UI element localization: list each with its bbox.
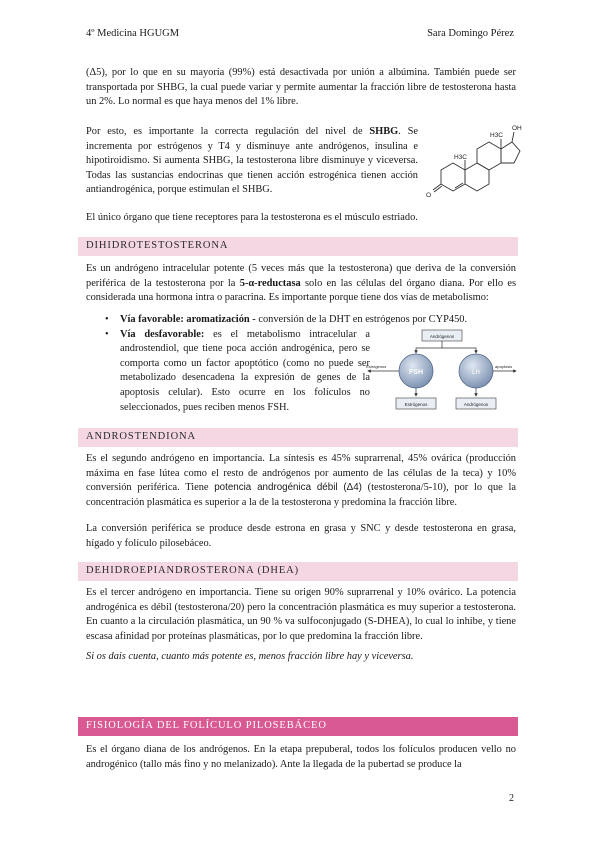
list-item-unfavorable: • Vía desfavorable: es el metabolismo intracelular a androstendiol, que tiene poca acción androgénica, pero se comporta como un factor apoptótico (como no puede ser metabolizado desencadena la expresión de genes de la apoptosis celular). Esto ocurre en los folículos no seleccionados, pues reciben menos FSH.	[105, 328, 370, 413]
paragraph-dht: Es un andrógeno intracelular potente (5 veces más que la testosterona) que deriva de la conversión periférica de la testosterona por la 5-α-reductasa solo en las células del órgano diana. Por ello es considerada una hormona intra o paracrina. Es importante porque tiene dos vías de metabolismo:	[86, 263, 517, 304]
diagram-bottom-left-box: Estrógenos	[404, 402, 428, 407]
section-header-fisiologia	[78, 717, 518, 736]
header-course: 4º Medicina HGUGM	[86, 28, 180, 39]
diagram-right-label: apoptosis	[495, 364, 513, 369]
section-header-androstendiona	[78, 428, 518, 447]
section-header-dht	[78, 237, 518, 256]
hydroxyl-label: OH	[512, 125, 522, 132]
section-title-dhea: DEHIDROEPIANDROSTERONA (DHEA)	[86, 565, 300, 576]
paragraph-androstendiona-conversion: La conversión periférica se produce desde estrona en grasa y SNC y desde testosterona en grasa, hígado y folículo pilosebáceo.	[86, 523, 516, 549]
methyl-label-left: H3C	[454, 154, 468, 161]
paragraph-shbg: Por esto, es importante la correcta regulación del nivel de SHBG. Se incrementa por estrógenos y T4 y disminuye ante andrógenos, insulina e hipotiroidismo. Si aumenta SHBG, la testosterona libre disminuye y viceversa. Todas las sustancias endocrinas que tienen acción estrogénica tienen acción antiandrogénica, porque estimulan el SHBG.	[86, 126, 418, 196]
header-author: Sara Domingo Pérez	[427, 28, 514, 39]
paragraph-albumin: (Δ5), por lo que en su mayoría (99%) está desactivada por unión a albúmina. También puede ser transportada por SHBG, la cual puede variar y permite aumentar la fracción libre de testosterona hasta un 2%. Lo normal es que haya menos del 1% libre.	[86, 67, 516, 108]
section-title-fisiologia: FISIOLOGÍA DEL FOLÍCULO PILOSEBÁCEO	[86, 720, 327, 731]
paragraph-dhea: Es el tercer andrógeno en importancia. Tiene su origen 90% suprarrenal y 10% ovárico. La potencia androgénica es débil (testosterona/20) pero la concentración plasmática es muy superior a testosterona. En cuanto a la circulación plasmática, un 90 % va sulfoconjugado (S-DHEA), lo cual lo inhibe, y tiene escasa afinidad por proteínas plasmáticas, por lo que predomina la fracción libre.	[86, 587, 516, 642]
list-item-favorable: • Vía favorable: aromatización - conversión de la DHT en estrógenos por CYP450.	[96, 313, 516, 328]
bullet-icon: •	[105, 328, 109, 340]
methyl-label-top: H3C	[490, 132, 504, 139]
diagram-lh-label: LH	[472, 370, 480, 376]
diagram-top-box: Andrógenos	[429, 334, 455, 339]
page-number: 2	[509, 793, 514, 804]
diagram-fsh-label: FSH	[409, 369, 423, 376]
oxygen-label: O	[426, 192, 432, 198]
paragraph-folicle: Es el órgano diana de los andrógenos. En la etapa prepuberal, todos los folículos producen vello no androgénico (tallo más fino y no melanizado). Ante la llegada de la pubertad se produce la	[86, 744, 516, 770]
fsh-lh-diagram	[364, 328, 520, 414]
paragraph-receptors: El único órgano que tiene receptores para la testosterona es el músculo estriado.	[86, 212, 418, 223]
diagram-bottom-right-box: Andrógenos	[463, 402, 489, 407]
paragraph-androstendiona-origin: Es el segundo andrógeno en importancia. La síntesis es 45% suprarrenal, 45% ovárica (producción máxima en fase lútea como el resto de andrógenos por aumento de las células de la teca) y 10% conversión periférica. Tiene potencia androgénica débil (Δ4) (testosterona/5-10), por lo que la concentración plasmática es superior a la de la testosterona y predomina la fracción libre.	[86, 453, 516, 508]
paragraph-dhea-note: Si os dais cuenta, cuanto más potente es, menos fracción libre hay y viceversa.	[86, 651, 414, 662]
bullet-icon: •	[105, 314, 109, 325]
diagram-left-label: Estrógenos	[366, 364, 387, 369]
section-title-dht: DIHIDROTESTOSTERONA	[86, 240, 229, 251]
section-header-dhea	[78, 562, 518, 581]
testosterone-structure-image	[426, 120, 526, 198]
section-title-androstendiona: ANDROSTENDIONA	[86, 431, 197, 442]
